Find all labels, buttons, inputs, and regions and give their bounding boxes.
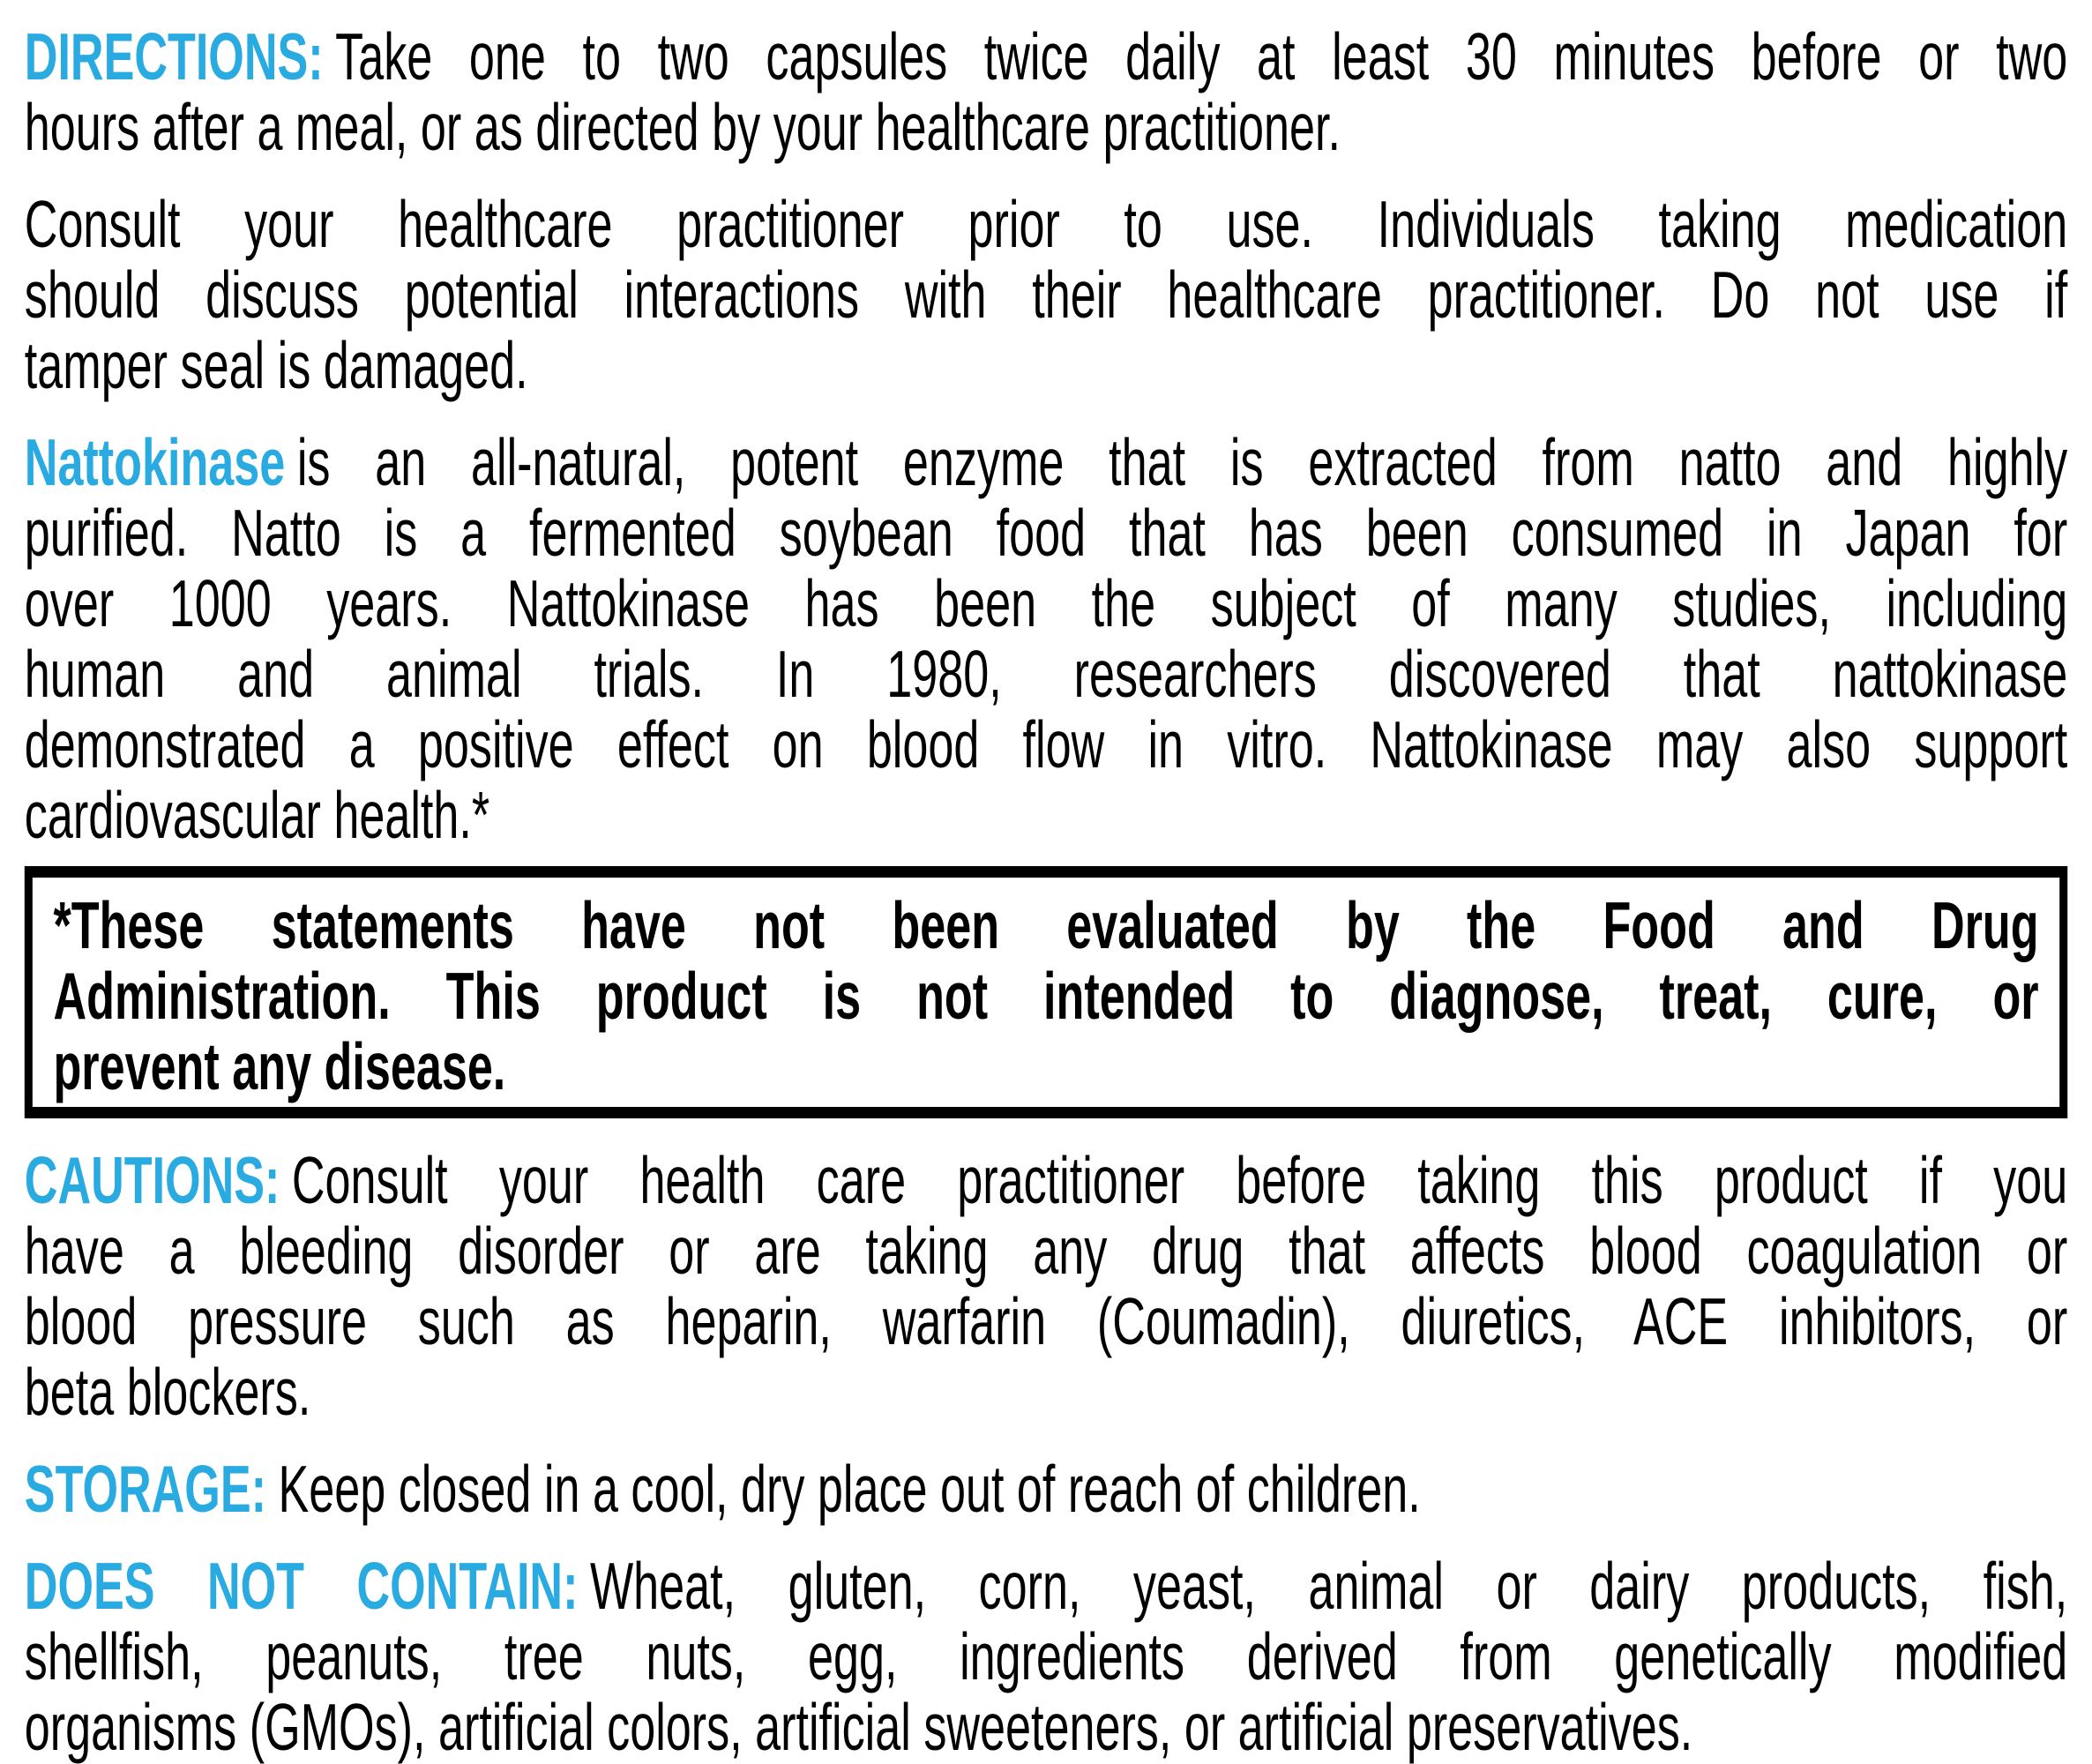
nattokinase-line-4: human and animal trials. In 1980, researchers discovered that nattokinase: [24, 637, 2068, 711]
nattokinase-header: Nattokinase: [24, 425, 286, 499]
consult-line-3: tamper seal is damaged.: [24, 328, 528, 402]
cautions-line-2: have a bleeding disorder or are taking any drug that affects blood coagulation or: [24, 1214, 2068, 1288]
fda-disclaimer-box: [25, 866, 2067, 1118]
directions-line-1: Take one to two capsules twice daily at least 30 minutes before or two: [335, 19, 2068, 93]
consult-section: [25, 189, 2067, 400]
nattokinase-line-5: demonstrated a positive effect on blood flow in vitro. Nattokinase may also support: [24, 707, 2068, 781]
cautions-line-3: blood pressure such as heparin, warfarin (Coumadin), diuretics, ACE inhibitors, or: [24, 1284, 2068, 1358]
does-not-contain-header: DOES NOT CONTAIN:: [24, 1549, 579, 1623]
disclaimer-line-3: prevent any disease.: [53, 1029, 506, 1103]
text-line: [25, 21, 2067, 92]
cautions-header: CAUTIONS:: [24, 1143, 280, 1217]
does-not-contain-section: [25, 1551, 2067, 1762]
directions-section: [25, 21, 2067, 162]
cautions-line-4: beta blockers.: [24, 1355, 311, 1429]
nattokinase-section: [25, 427, 2067, 850]
cautions-line-1: Consult your health care practitioner before taking this product if you: [291, 1143, 2068, 1217]
text-line: [25, 427, 2067, 497]
nattokinase-line-3: over 1000 years. Nattokinase has been the subject of many studies, including: [24, 566, 2068, 640]
storage-section: [25, 1454, 2067, 1524]
storage-line-1: Keep closed in a cool, dry place out of reach of children.: [278, 1452, 1421, 1526]
text-line: [25, 1145, 2067, 1215]
cautions-section: [25, 1145, 2067, 1427]
text-line: [25, 1551, 2067, 1621]
directions-line-2: hours after a meal, or as directed by your healthcare practitioner.: [24, 90, 1341, 164]
disclaimer-line-2: Administration. This product is not intended to diagnose, treat, cure, or: [53, 959, 2039, 1033]
does-not-contain-line-1: Wheat, gluten, corn, yeast, animal or dairy products, fish,: [589, 1549, 2068, 1623]
text-line: [25, 1454, 2067, 1524]
does-not-contain-line-3: organisms (GMOs), artificial colors, artificial sweeteners, or artificial preservatives.: [24, 1690, 1693, 1764]
nattokinase-line-2: purified. Natto is a fermented soybean food that has been consumed in Japan for: [24, 496, 2068, 570]
consult-line-2: should discuss potential interactions with their healthcare practitioner. Do not use if: [24, 258, 2068, 332]
disclaimer-line-1: *These statements have not been evaluated by the Food and Drug: [53, 888, 2039, 962]
nattokinase-line-1: is an all-natural, potent enzyme that is extracted from natto and highly: [296, 425, 2068, 499]
directions-header: DIRECTIONS:: [24, 19, 324, 93]
nattokinase-line-6: cardiovascular health.*: [24, 778, 490, 852]
does-not-contain-line-2: shellfish, peanuts, tree nuts, egg, ingredients derived from genetically modified: [24, 1619, 2068, 1693]
consult-line-1: Consult your healthcare practitioner prior to use. Individuals taking medication: [24, 187, 2068, 261]
storage-header: STORAGE:: [24, 1452, 266, 1526]
